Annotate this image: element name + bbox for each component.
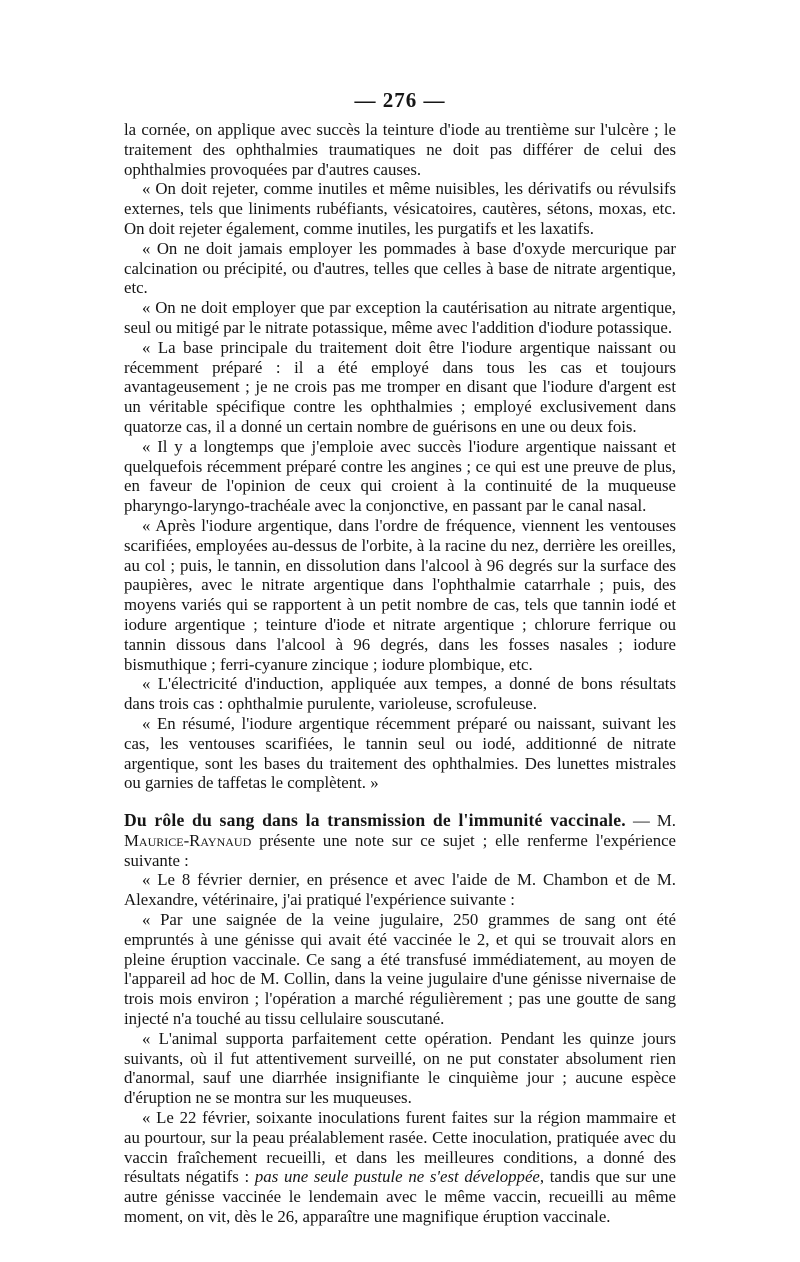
section-paragraph-4-start: « Le 22 février, soixante inoculations furent faites sur la région mammaire et au pourtour, sur la peau préalablement rasée. Cette inoculation, pratiquée avec du vaccin fraîchement recueilli, et dans les meilleures conditions, a donné des résultats négatifs :	[124, 1108, 676, 1187]
section-paragraph-4	[124, 1108, 676, 1227]
section-opening	[124, 811, 676, 870]
paragraph-8: « L'électricité d'induction, appliquée aux tempes, a donné de bons résultats dans trois cas : ophthalmie purulente, varioleuse, scrofuleuse.	[124, 674, 676, 714]
paragraph-7: « Après l'iodure argentique, dans l'ordre de fréquence, viennent les ventouses scarifiées, employées au-dessus de l'orbite, à la racine du nez, derrière les oreilles, au col ; puis, le tannin, en dissolution dans l'alcool à 96 degrés sur la surface des paupières, avec le nitrate argentique dans l'ophthalmie catarrhale ; puis, des moyens variés qui se rapportent à un petit nombre de cas, tels que tannin iodé et iodure argentique ; teinture d'iode et nitrate argentique ; chlorure ferrique ou tannin dissous dans l'alcool à 96 degrés, dans les fosses nasales ; iodure bismuthique ; ferri-cyanure zincique ; iodure plombique, etc.	[124, 515, 676, 674]
page-number: — 276 —	[354, 88, 446, 112]
section-author: Maurice-Raynaud	[124, 830, 252, 850]
section-heading: Du rôle du sang dans la transmission de l'immunité vaccinale.	[124, 810, 626, 831]
section-paragraph-1: « Le 8 février dernier, en présence et avec l'aide de M. Chambon et de M. Alexandre, vétérinaire, j'ai pratiqué l'expérience suivante :	[124, 870, 676, 910]
italic-emphasis: pas une seule pustule ne s'est développée	[254, 1167, 540, 1187]
paragraph-2: « On doit rejeter, comme inutiles et même nuisibles, les dérivatifs ou révulsifs externes, tels que liniments rubéfiants, vésicatoires, cautères, sétons, moxas, etc. On doit rejeter également, comme inutiles, les purgatifs et les laxatifs.	[124, 179, 676, 238]
paragraph-1: la cornée, on applique avec succès la teinture d'iode au trentième sur l'ulcère ; le traitement des ophthalmies traumatiques ne doit pas différer de celui des ophthalmies provoquées par d'autres causes.	[124, 120, 676, 179]
section-intro: présente une note sur ce sujet ; elle renferme l'expérience suivante :	[124, 830, 676, 870]
section-paragraph-3: « L'animal supporta parfaitement cette opération. Pendant les quinze jours suivants, où il fut attentivement surveillé, on ne put constater absolument rien d'anormal, sauf une diarrhée insignifiante le cinquième jour ; aucune espèce d'éruption ne se montra sur les muqueuses.	[124, 1028, 676, 1108]
paragraph-4: « On ne doit employer que par exception la cautérisation au nitrate argentique, seul ou mitigé par le nitrate potassique, même avec l'addition d'iodure potassique.	[124, 298, 676, 337]
paragraph-6: « Il y a longtemps que j'emploie avec succès l'iodure argentique naissant et quelquefois récemment préparé contre les angines ; ce qui est une preuve de plus, en faveur de l'opinion de ceux qui croient à la continuité de la muqueuse pharyngo-laryngo-trachéale avec la conjonctive, en passant par le canal nasal.	[124, 436, 676, 516]
section-dash: — M.	[625, 811, 676, 831]
paragraph-9: « En résumé, l'iodure argentique récemment préparé ou naissant, suivant les cas, les ventouses scarifiées, le tannin seul ou iodé, additionné de nitrate argentique, sont les bases du traitement des ophthalmies. Des lunettes mistrales ou garnies de taffetas le complètent. »	[124, 713, 676, 793]
section-gap	[124, 793, 676, 811]
section-paragraph-4-end: , tandis que sur une autre génisse vaccinée le lendemain avec le même vaccin, recueilli au même moment, on vit, dès le 26, apparaître une magnifique éruption vaccinale.	[124, 1167, 677, 1227]
paragraph-3: « On ne doit jamais employer les pommades à base d'oxyde mercurique par calcination ou précipité, ou d'autres, telles que celles à base de nitrate argentique, etc.	[124, 238, 676, 298]
section-paragraph-2: « Par une saignée de la veine jugulaire, 250 grammes de sang ont été empruntés à une génisse qui avait été vaccinée le 2, et qui se trouvait alors en pleine éruption vaccinale. Ce sang a été transfusé immédiatement, au moyen de l'appareil ad hoc de M. Collin, dans la veine jugulaire d'une génisse nivernaise de trois mois environ ; l'opération a marché régulièrement ; pas une goutte de sang injecté n'a touché au tissu cellulaire souscutané.	[124, 910, 676, 1029]
paragraph-5: « La base principale du traitement doit être l'iodure argentique naissant ou récemment préparé : il a été employé dans tous les cas et toujours avantageusement ; je ne crois pas me tromper en disant que l'iodure d'argent est un véritable spécifique contre les ophthalmies ; employé exclusivement dans quatorze cas, il a donné un certain nombre de guérisons en une ou deux fois.	[124, 337, 676, 436]
text-column	[124, 120, 676, 1227]
